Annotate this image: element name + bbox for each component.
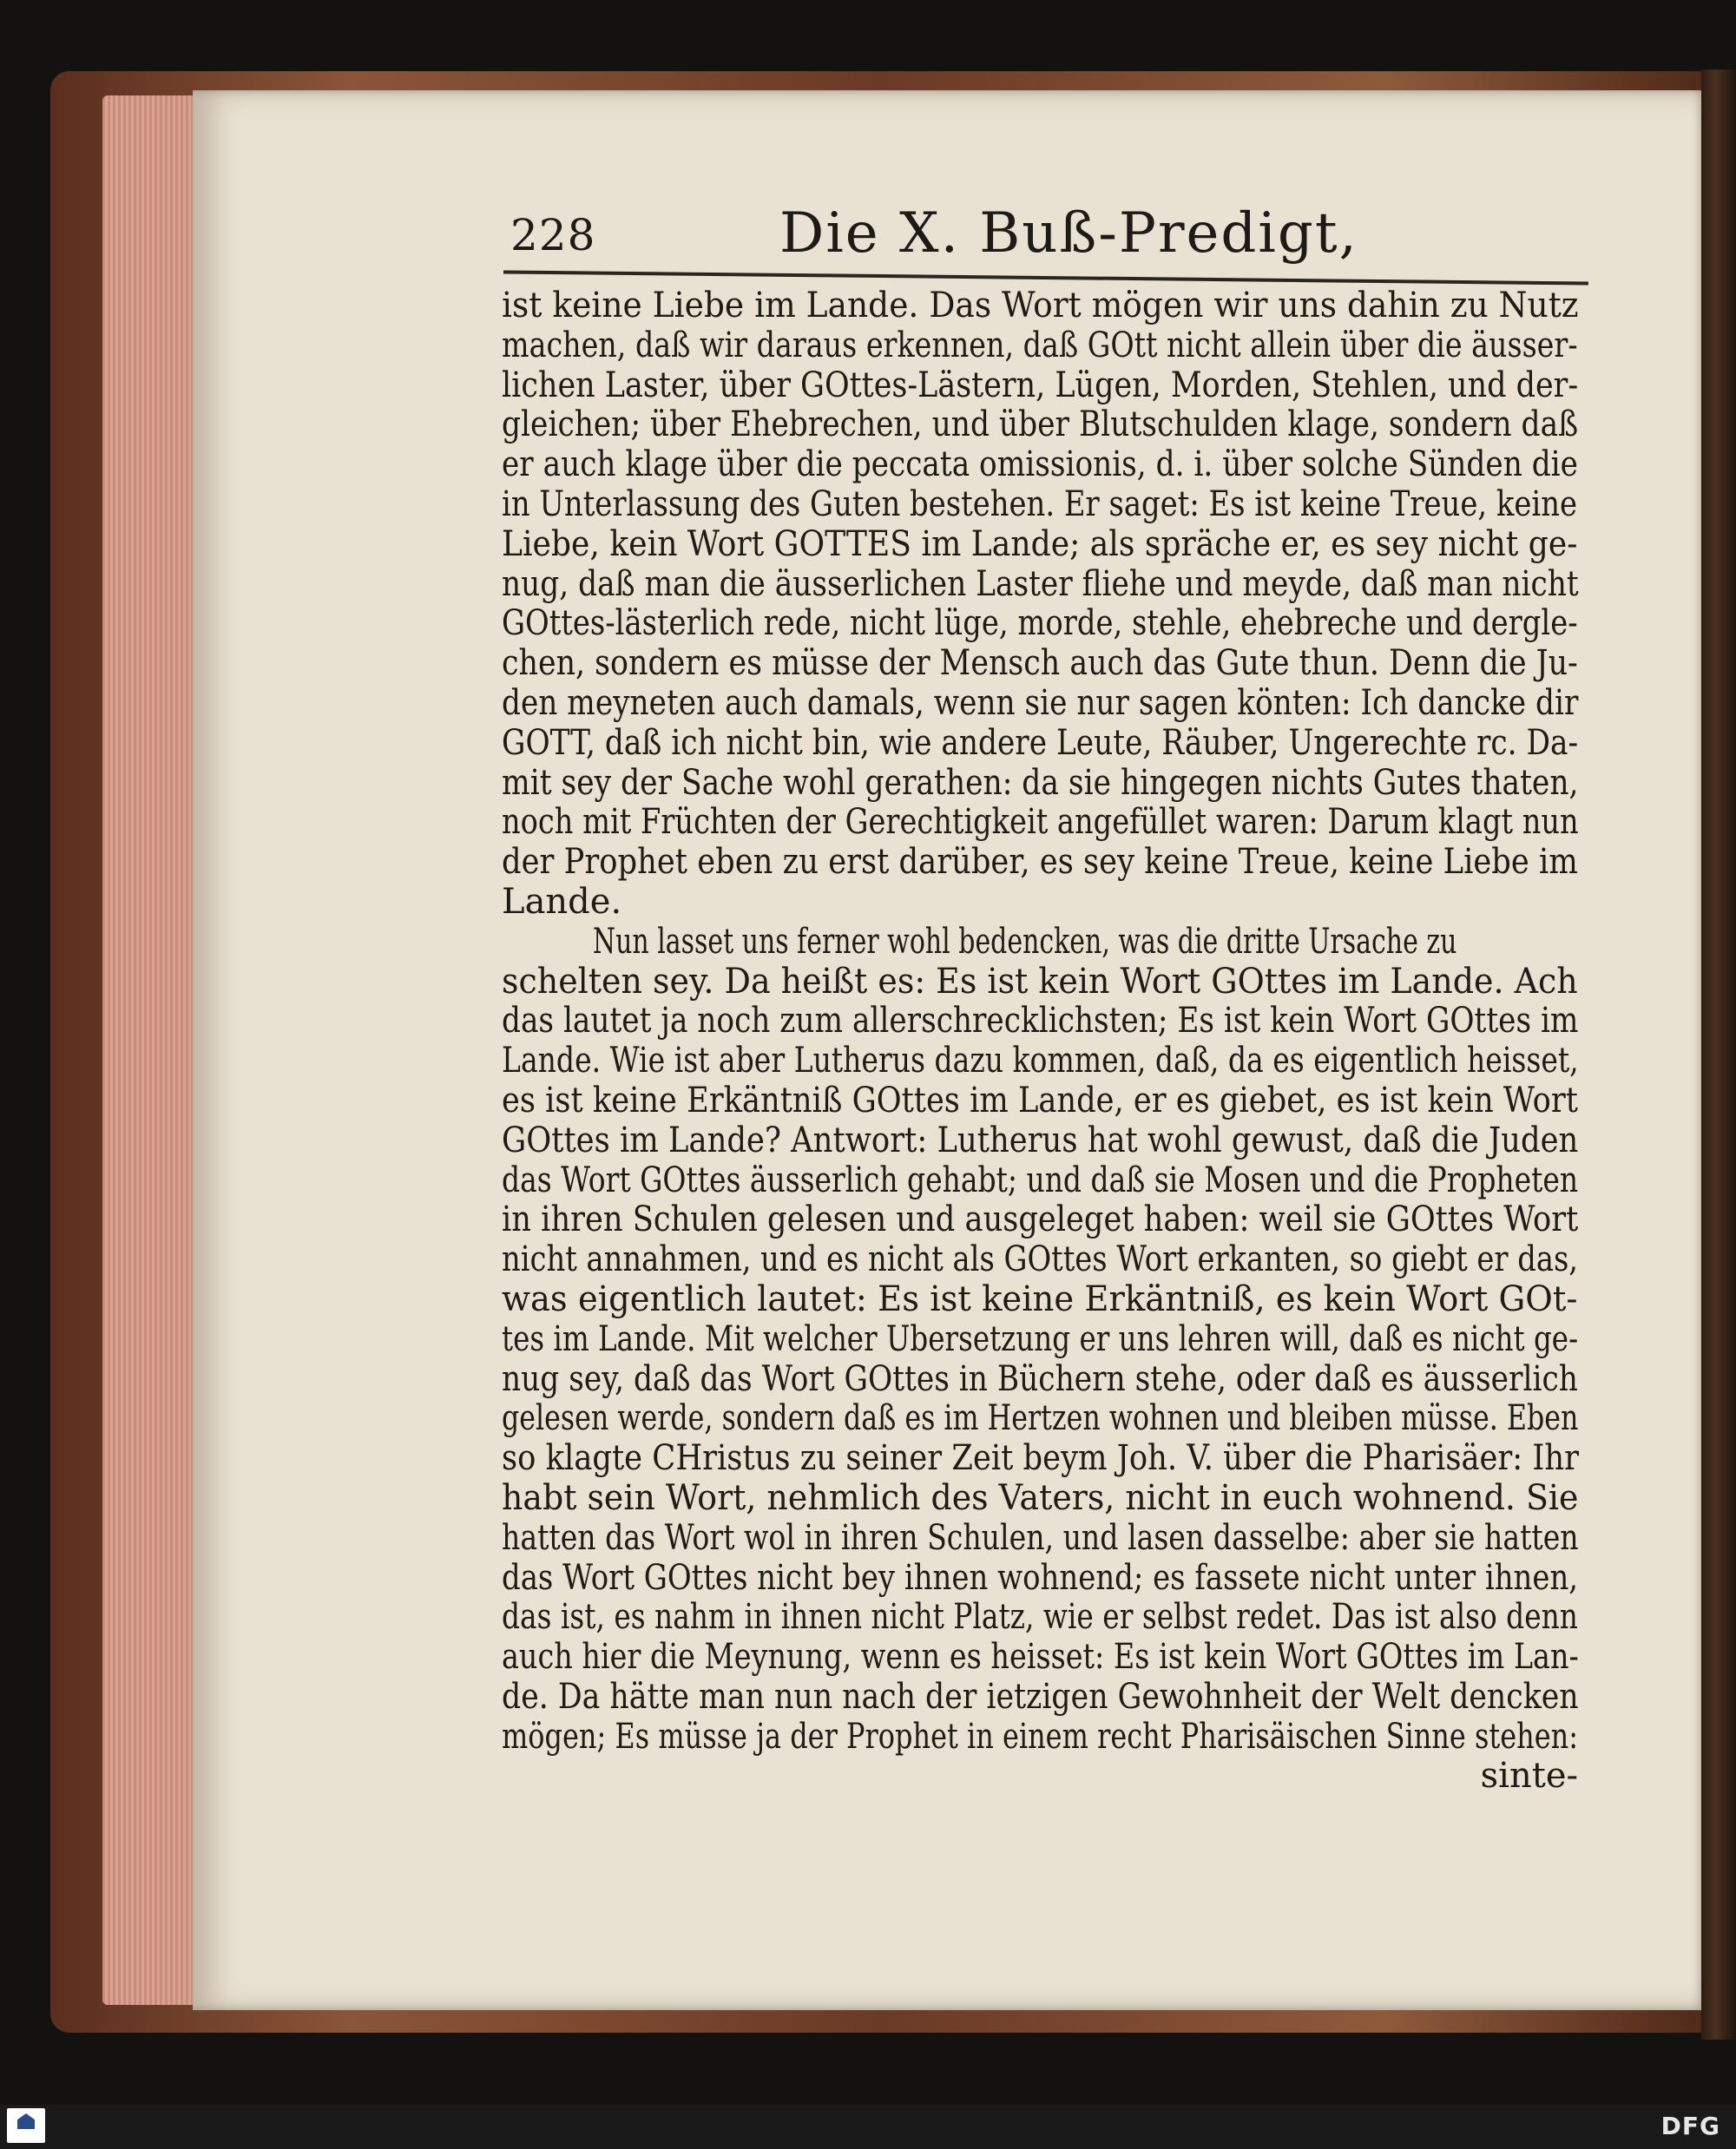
text-line: das Wort GOttes nicht bey ihnen wohnend; es fassete nicht unter ihnen, [502,1557,1579,1598]
text-line: habt sein Wort, nehmlich des Vaters, nicht in euch wohnend. Sie [502,1477,1579,1518]
text-line: in ihren Schulen gelesen und ausgeleget haben: weil sie GOttes Wort [502,1199,1579,1240]
text-line: nicht annahmen, und es nicht als GOttes Wort erkanten, so giebt er das, [502,1239,1579,1280]
text-line: Liebe, kein Wort GOTTES im Lande; als spräche er, es sey nicht ge- [502,523,1578,564]
text-line: auch hier die Meynung, wenn es heisset: Es ist kein Wort GOttes im Lan- [502,1637,1579,1678]
text-line: es ist keine Erkäntniß GOttes im Lande, er es giebet, es ist kein Wort [502,1080,1578,1121]
text-line: er auch klage über die peccata omissionis, d. i. über solche Sünden die [502,444,1578,485]
text-line: tes im Lande. Mit welcher Ubersetzung er uns lehren will, daß es nicht ge- [502,1318,1579,1359]
text-line: Lande. Wie ist aber Lutherus dazu kommen, daß, da es eigentlich heisset, [502,1041,1579,1081]
viewer-footer-bar [0,2105,1736,2149]
text-line: GOttes-lästerlich rede, nicht lüge, morde, stehle, ehebreche und dergle- [502,603,1578,644]
text-line: gleichen; über Ehebrechen, und über Blutschulden klage, sondern daß [502,404,1579,445]
text-line: das Wort GOttes äusserlich gehabt; und daß sie Mosen und die Propheten [502,1160,1579,1200]
book-gutter [1701,69,1736,2040]
text-line: der Prophet eben zu erst darüber, es sey keine Treue, keine Liebe im [502,842,1578,883]
text-line: lichen Laster, über GOttes-Lästern, Lügen, Morden, Stehlen, und der- [502,365,1579,405]
page-number: 228 [510,210,596,260]
library-logo-icon [7,2108,45,2143]
dfg-badge: DFG [1660,2112,1720,2140]
text-line: Nun lasset uns ferner wohl bedencken, was die dritte Ursache zu [592,921,1457,962]
text-line: nug sey, daß das Wort GOttes in Büchern stehe, oder daß es äusserlich [502,1358,1578,1399]
text-line: chen, sondern es müsse der Mensch auch das Gute thun. Denn die Ju- [502,643,1578,684]
text-line: das lautet ja noch zum allerschrecklichsten; Es ist kein Wort GOttes im [502,1001,1579,1042]
text-line: so klagte CHristus zu seiner Zeit beym Joh. V. über die Pharisäer: Ihr [502,1438,1580,1479]
text-line: Lande. [502,881,622,922]
page-title: Die X. Buß-Predigt, [779,201,1358,266]
text-line: de. Da hätte man nun nach der ietzigen Gewohnheit der Welt dencken [502,1676,1579,1717]
text-line: mit sey der Sache wohl gerathen: da sie hingegen nichts Gutes thaten, [502,762,1579,803]
text-line: GOttes im Lande? Antwort: Lutherus hat wohl gewust, daß die Juden [502,1120,1579,1160]
text-line: ist keine Liebe im Lande. Das Wort mögen wir uns dahin zu Nutz [502,286,1579,325]
catchword: sinte- [1480,1756,1578,1797]
page-edges [102,95,198,2005]
text-line: den meyneten auch damals, wenn sie nur sagen könten: Ich dancke dir [502,682,1579,723]
text-line: hatten das Wort wol in ihren Schulen, und lasen dasselbe: aber sie hatten [502,1517,1579,1558]
text-line: machen, daß wir daraus erkennen, daß GOtt nicht allein über die äusser- [502,325,1578,365]
text-line: in Unterlassung des Guten bestehen. Er saget: Es ist keine Treue, keine [502,483,1578,524]
text-line: mögen; Es müsse ja der Prophet in einem recht Pharisäischen Sinne stehen: [502,1716,1578,1757]
text-line: noch mit Früchten der Gerechtigkeit angefüllet waren: Darum klagt nun [502,802,1579,843]
text-line: gelesen werde, sondern daß es im Hertzen wohnen und bleiben müsse. Eben [502,1398,1579,1439]
text-line: was eigentlich lautet: Es ist keine Erkäntniß, es kein Wort GOt- [502,1278,1578,1319]
text-line: das ist, es nahm in ihnen nicht Platz, wie er selbst redet. Das ist also denn [502,1597,1578,1638]
body-text [502,286,1578,1797]
text-line: GOTT, daß ich nicht bin, wie andere Leute, Räuber, Ungerechte rc. Da- [502,722,1579,763]
text-line: schelten sey. Da heißt es: Es ist kein Wort GOttes im Lande. Ach [502,961,1578,1002]
text-line: nug, daß man die äusserlichen Laster fliehe und meyde, daß man nicht [502,563,1579,604]
